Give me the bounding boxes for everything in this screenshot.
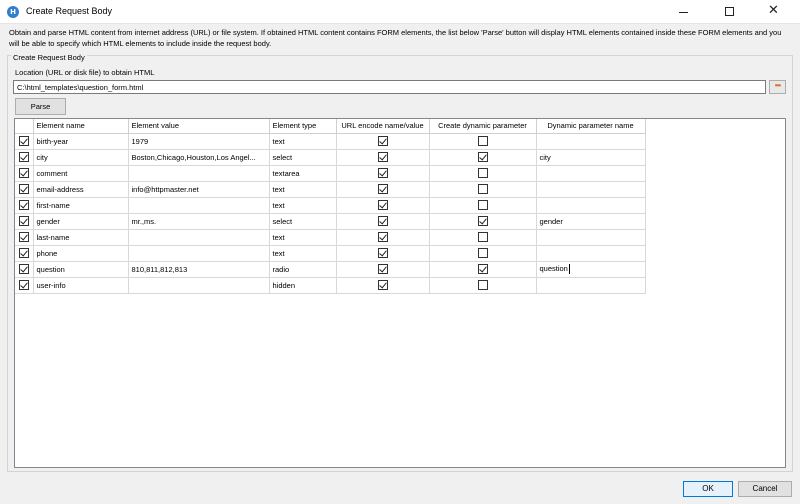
header-element-value[interactable]: Element value <box>128 119 269 133</box>
url-encode-cell <box>336 133 429 149</box>
row-select-checkbox[interactable] <box>19 216 29 226</box>
header-create-dynamic[interactable]: Create dynamic parameter <box>429 119 536 133</box>
element-name-cell[interactable]: last-name <box>33 229 128 245</box>
element-type-cell[interactable]: text <box>269 181 336 197</box>
dynamic-name-cell[interactable] <box>536 245 645 261</box>
parse-button[interactable]: Parse <box>15 98 66 115</box>
element-type-cell[interactable]: text <box>269 133 336 149</box>
table-row[interactable] <box>15 229 645 245</box>
ok-button[interactable]: OK <box>683 481 733 497</box>
element-type-cell[interactable]: textarea <box>269 165 336 181</box>
element-value-cell[interactable]: 1979 <box>128 133 269 149</box>
table-row[interactable] <box>15 149 645 165</box>
text-caret <box>569 264 570 274</box>
element-value-cell[interactable]: mr.,ms. <box>128 213 269 229</box>
element-name-cell[interactable]: email-address <box>33 181 128 197</box>
row-select-checkbox[interactable] <box>19 248 29 258</box>
element-name-cell[interactable]: birth-year <box>33 133 128 149</box>
url-encode-checkbox[interactable] <box>378 200 388 210</box>
element-name-cell[interactable]: comment <box>33 165 128 181</box>
dynamic-name-cell[interactable] <box>536 197 645 213</box>
row-select-cell <box>15 133 33 149</box>
elements-grid[interactable] <box>14 118 786 468</box>
url-encode-cell <box>336 245 429 261</box>
row-select-checkbox[interactable] <box>19 168 29 178</box>
create-dynamic-checkbox[interactable] <box>478 200 488 210</box>
url-encode-cell <box>336 213 429 229</box>
create-dynamic-cell <box>429 133 536 149</box>
table-row[interactable] <box>15 133 645 149</box>
element-value-cell[interactable] <box>128 277 269 293</box>
url-encode-cell <box>336 181 429 197</box>
header-url-encode[interactable]: URL encode name/value <box>336 119 429 133</box>
dynamic-name-cell[interactable] <box>536 277 645 293</box>
element-type-cell[interactable]: select <box>269 213 336 229</box>
create-dynamic-checkbox[interactable] <box>478 264 488 274</box>
row-select-cell <box>15 181 33 197</box>
element-name-cell[interactable]: question <box>33 261 128 277</box>
url-encode-cell <box>336 277 429 293</box>
element-type-cell[interactable]: select <box>269 149 336 165</box>
close-icon: ✕ <box>768 3 779 18</box>
row-select-checkbox[interactable] <box>19 136 29 146</box>
create-dynamic-checkbox[interactable] <box>478 184 488 194</box>
element-name-cell[interactable]: phone <box>33 245 128 261</box>
row-select-cell <box>15 165 33 181</box>
title-bar <box>0 0 800 24</box>
create-dynamic-cell <box>429 261 536 277</box>
table-row[interactable] <box>15 213 645 229</box>
window-title: Create Request Body <box>26 6 113 16</box>
dynamic-name-cell[interactable] <box>536 133 645 149</box>
url-encode-cell <box>336 197 429 213</box>
row-select-checkbox[interactable] <box>19 152 29 162</box>
element-value-cell[interactable] <box>128 245 269 261</box>
dynamic-name-cell[interactable]: question <box>536 261 645 277</box>
description-text: Obtain and parse HTML content from internet address (URL) or file system. If obtained HTML content contains FORM elements, the list below 'Parse' button will display HTML elements contained inside these FORM elements and you will be able to specify which HTML elements to include inside the request body. <box>9 28 782 48</box>
row-select-checkbox[interactable] <box>19 264 29 274</box>
element-type-cell[interactable]: text <box>269 197 336 213</box>
row-select-cell <box>15 229 33 245</box>
url-encode-checkbox[interactable] <box>378 152 388 162</box>
table-row[interactable] <box>15 261 645 277</box>
minimize-button[interactable] <box>660 0 706 24</box>
element-name-cell[interactable]: first-name <box>33 197 128 213</box>
row-select-checkbox[interactable] <box>19 184 29 194</box>
create-dynamic-checkbox[interactable] <box>478 136 488 146</box>
row-select-checkbox[interactable] <box>19 200 29 210</box>
header-dynamic-name[interactable]: Dynamic parameter name <box>536 119 645 133</box>
table-row[interactable] <box>15 277 645 293</box>
row-select-checkbox[interactable] <box>19 280 29 290</box>
row-select-checkbox[interactable] <box>19 232 29 242</box>
app-logo-icon: H <box>7 6 19 18</box>
create-dynamic-cell <box>429 277 536 293</box>
url-encode-checkbox[interactable] <box>378 168 388 178</box>
create-dynamic-checkbox[interactable] <box>478 216 488 226</box>
create-dynamic-checkbox[interactable] <box>478 248 488 258</box>
create-dynamic-cell <box>429 245 536 261</box>
location-input[interactable] <box>13 80 766 94</box>
table-header-row <box>15 119 645 133</box>
url-encode-checkbox[interactable] <box>378 184 388 194</box>
element-type-cell[interactable]: hidden <box>269 277 336 293</box>
element-value-cell[interactable] <box>128 165 269 181</box>
header-element-type[interactable]: Element type <box>269 119 336 133</box>
create-dynamic-checkbox[interactable] <box>478 152 488 162</box>
element-value-cell[interactable] <box>128 229 269 245</box>
create-dynamic-cell <box>429 181 536 197</box>
dynamic-name-cell[interactable] <box>536 165 645 181</box>
elements-table <box>15 119 646 294</box>
header-element-name[interactable]: Element name <box>33 119 128 133</box>
element-type-cell[interactable]: text <box>269 245 336 261</box>
element-value-cell[interactable]: 810,811,812,813 <box>128 261 269 277</box>
close-button[interactable] <box>752 0 798 24</box>
element-value-cell[interactable]: info@httpmaster.net <box>128 181 269 197</box>
url-encode-cell <box>336 165 429 181</box>
element-name-cell[interactable]: user-info <box>33 277 128 293</box>
dynamic-name-cell[interactable]: gender <box>536 213 645 229</box>
maximize-icon <box>725 7 734 16</box>
create-dynamic-cell <box>429 149 536 165</box>
table-row[interactable] <box>15 197 645 213</box>
minimize-icon <box>679 12 688 13</box>
url-encode-checkbox[interactable] <box>378 264 388 274</box>
row-select-cell <box>15 149 33 165</box>
row-select-cell <box>15 261 33 277</box>
element-type-cell[interactable]: text <box>269 229 336 245</box>
row-select-cell <box>15 245 33 261</box>
browse-button[interactable] <box>769 80 786 94</box>
url-encode-checkbox[interactable] <box>378 136 388 146</box>
url-encode-checkbox[interactable] <box>378 280 388 290</box>
url-encode-checkbox[interactable] <box>378 232 388 242</box>
create-dynamic-checkbox[interactable] <box>478 232 488 242</box>
create-dynamic-cell <box>429 165 536 181</box>
url-encode-cell <box>336 149 429 165</box>
dynamic-name-cell[interactable] <box>536 229 645 245</box>
maximize-button[interactable] <box>706 0 752 24</box>
create-dynamic-cell <box>429 197 536 213</box>
table-row[interactable] <box>15 181 645 197</box>
browse-dots-icon: ••• <box>774 81 781 90</box>
create-dynamic-checkbox[interactable] <box>478 280 488 290</box>
dynamic-name-cell[interactable]: city <box>536 149 645 165</box>
element-name-cell[interactable]: city <box>33 149 128 165</box>
location-label: Location (URL or disk file) to obtain HTML <box>15 68 155 77</box>
url-encode-checkbox[interactable] <box>378 248 388 258</box>
row-select-cell <box>15 197 33 213</box>
row-select-cell <box>15 277 33 293</box>
group-title: Create Request Body <box>13 53 85 62</box>
cancel-button[interactable]: Cancel <box>738 481 792 497</box>
element-name-cell[interactable]: gender <box>33 213 128 229</box>
element-value-cell[interactable] <box>128 197 269 213</box>
dynamic-name-cell[interactable] <box>536 181 645 197</box>
url-encode-cell <box>336 261 429 277</box>
create-dynamic-checkbox[interactable] <box>478 168 488 178</box>
element-type-cell[interactable]: radio <box>269 261 336 277</box>
create-dynamic-cell <box>429 229 536 245</box>
url-encode-checkbox[interactable] <box>378 216 388 226</box>
url-encode-cell <box>336 229 429 245</box>
row-select-cell <box>15 213 33 229</box>
header-select <box>15 119 33 133</box>
create-dynamic-cell <box>429 213 536 229</box>
table-row[interactable] <box>15 245 645 261</box>
element-value-cell[interactable]: Boston,Chicago,Houston,Los Angel... <box>128 149 269 165</box>
table-row[interactable] <box>15 165 645 181</box>
